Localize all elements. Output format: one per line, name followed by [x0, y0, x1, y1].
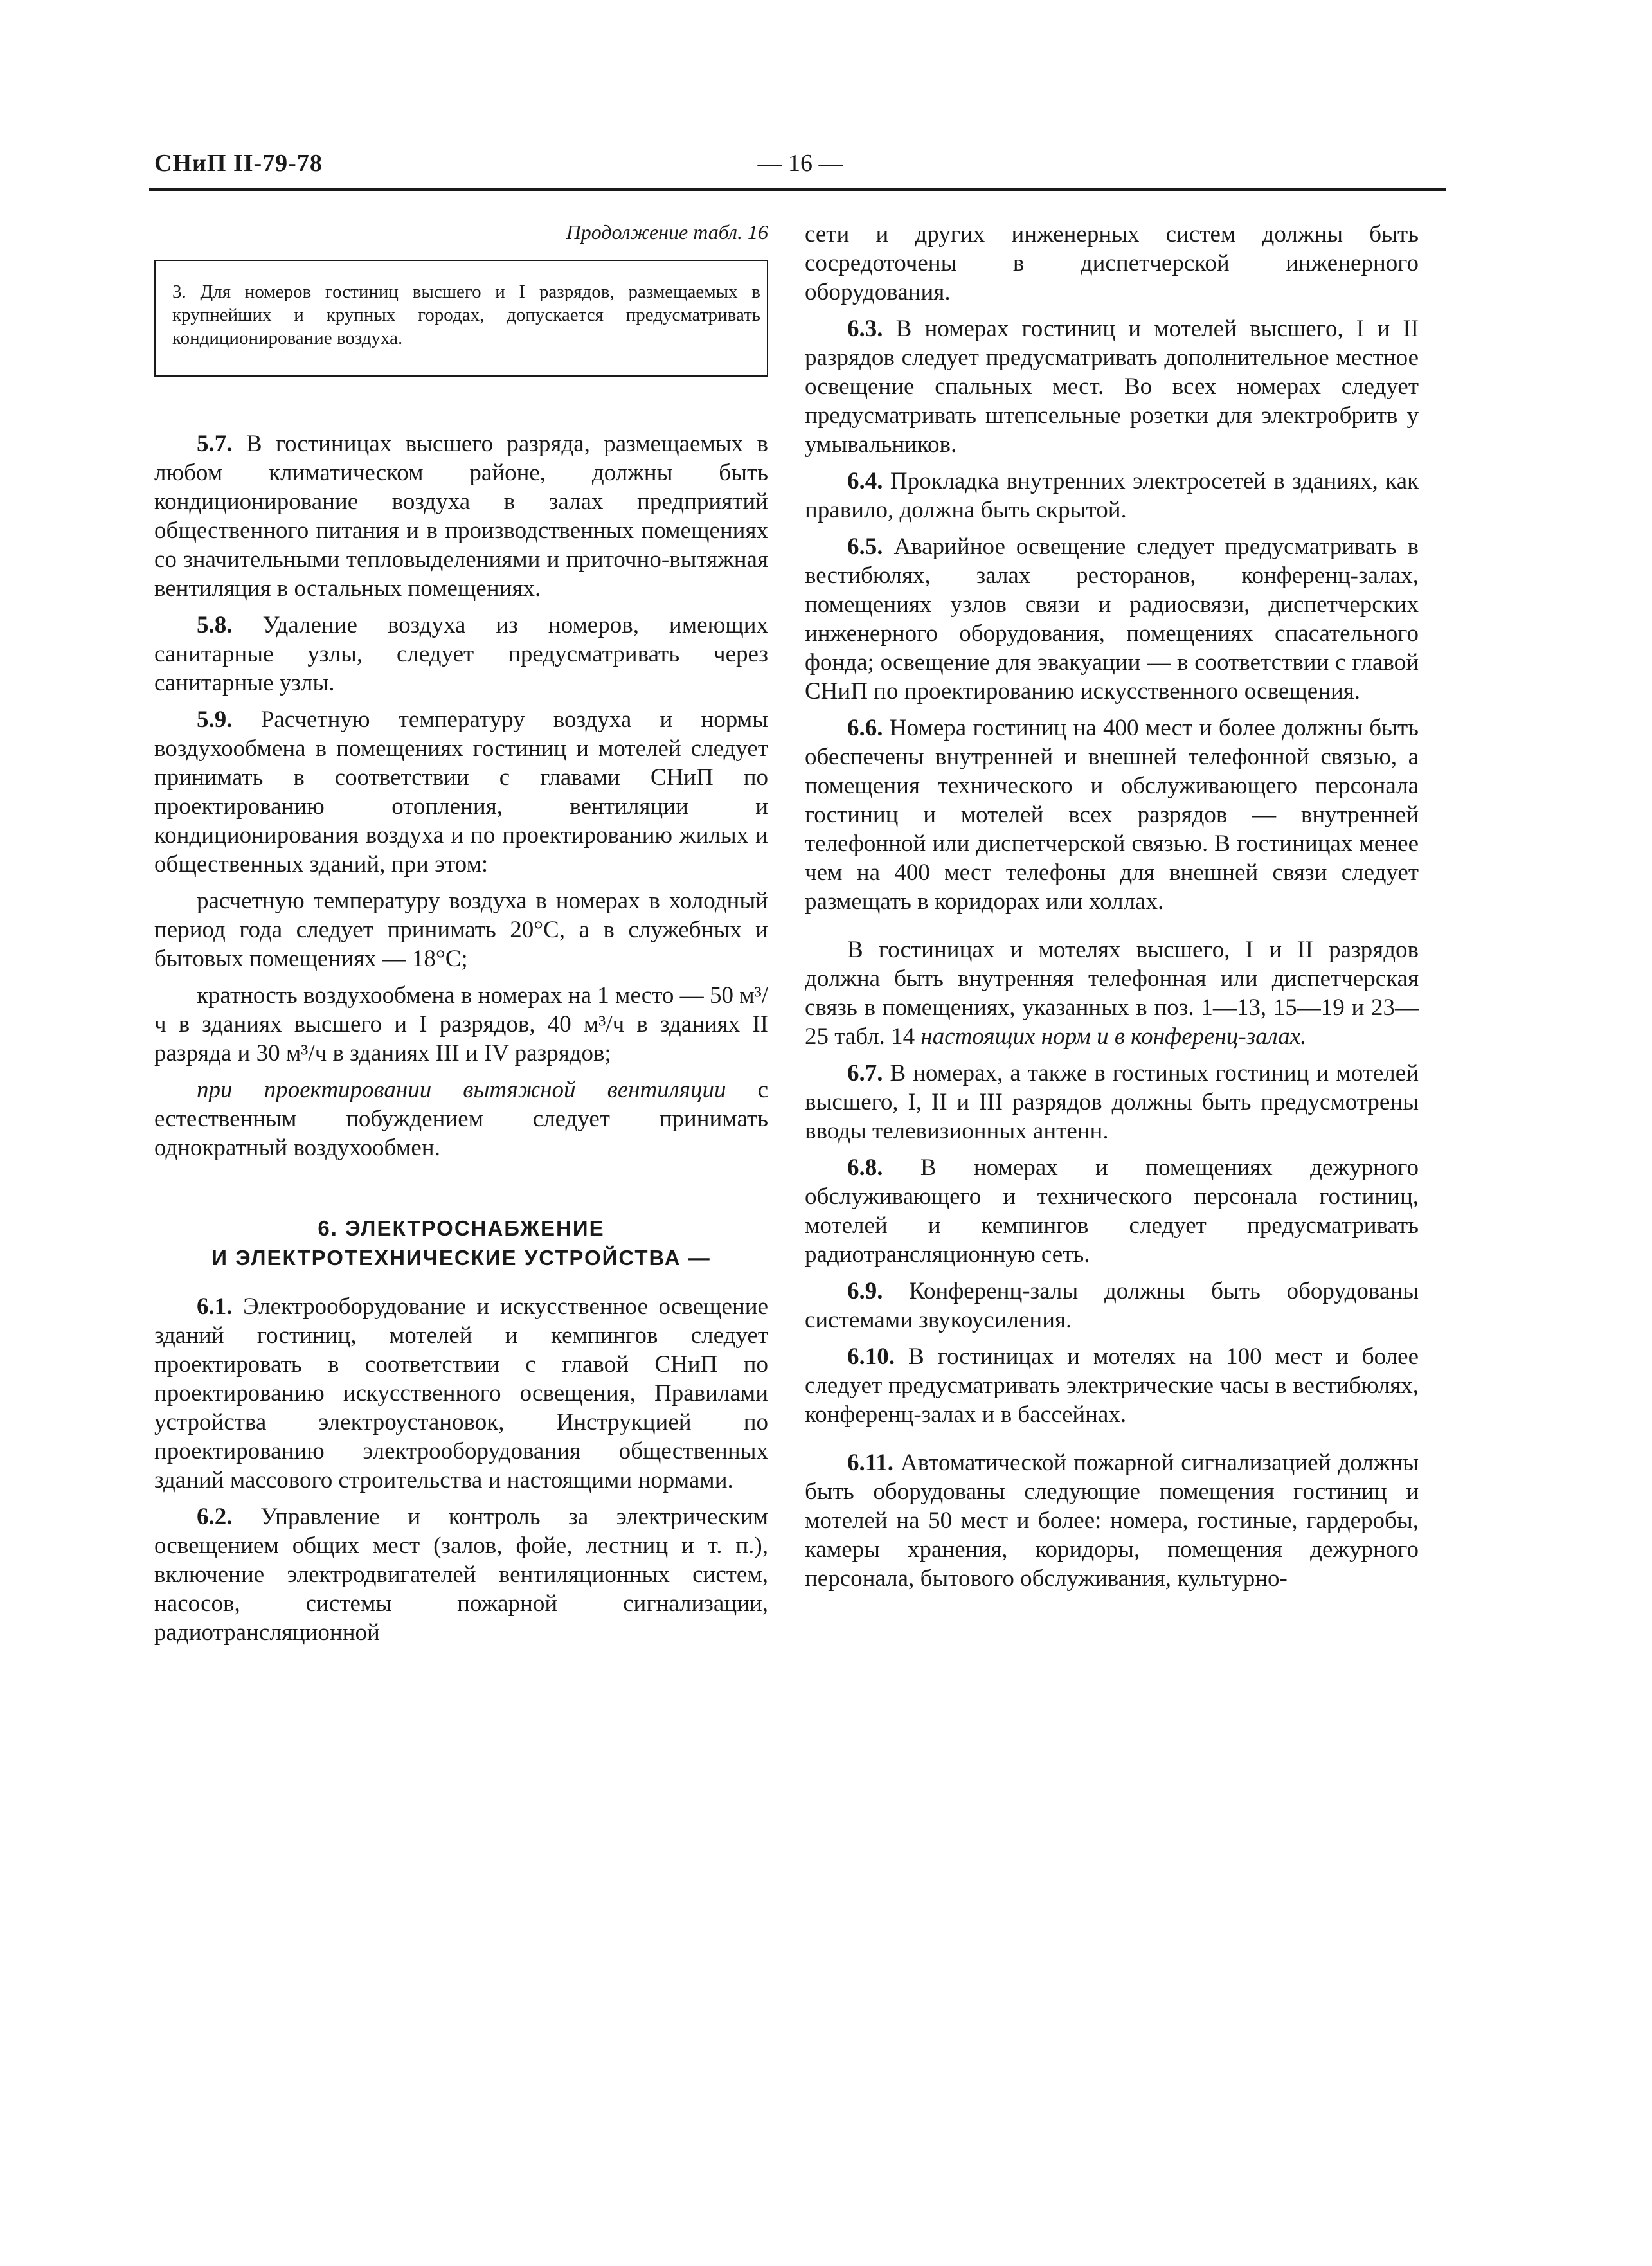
clause-5-8 — [154, 611, 768, 697]
clause-text: Аварийное освещение следует предусматривать в вестибюлях, залах ресторанов, конференц-залах, помещениях узлов связи и радиосвязи, диспетчерских инженерного оборудования, помещениях спасательного фонда; освещение для эвакуации — в соответствии с главой СНиП по проектированию искусственного освещения. — [805, 534, 1419, 705]
clause-number: 6.1. — [197, 1293, 233, 1320]
clause-text: Расчетную температуру воздуха и нормы воздухообмена в помещениях гостиниц и мотелей следует принимать в соответствии с главами СНиП по проектированию отопления, вентиляции и кондиционирования воздуха и по проектированию жилых и общественных зданий, при этом: — [154, 706, 768, 877]
clause-number: 6.10. — [847, 1344, 895, 1370]
section-heading-line-2: И ЭЛЕКТРОТЕХНИЧЕСКИЕ УСТРОЙСТВА — — [211, 1246, 711, 1270]
clause-number: 6.8. — [847, 1155, 883, 1181]
clause-number: 5.7. — [197, 431, 233, 457]
clause-number: 6.5. — [847, 534, 883, 560]
clause-text: В номерах, а также в гостиных гостиниц и мотелей высшего, I, II и III разрядов должны быть предусмотрены вводы телевизионных антенн. — [805, 1060, 1419, 1144]
clause-5-7 — [154, 429, 768, 603]
clause-6-6 — [805, 714, 1419, 916]
clause-number: 5.8. — [197, 612, 233, 638]
clause-number: 6.11. — [847, 1450, 893, 1476]
clause-6-9 — [805, 1277, 1419, 1335]
clause-6-7 — [805, 1059, 1419, 1146]
page-number: — 16 — — [757, 150, 843, 177]
right-column — [805, 220, 1419, 1601]
clause-text: Автоматической пожарной сигнализацией должны быть оборудованы следующие помещения гостиниц и мотелей на 50 мест и более: номера, гостиные, гардеробы, камеры хранения, коридоры, помещения дежурного персонала, бытового обслуживания, культурно- — [805, 1450, 1419, 1592]
clause-6-3 — [805, 314, 1419, 459]
clause-number: 6.7. — [847, 1060, 883, 1086]
table-note: 3. Для номеров гостиниц высшего и I разрядов, размещаемых в крупнейших и крупных городах, допускается предусматривать кондиционирование воздуха. — [154, 260, 768, 377]
clause-text: В гостиницах и мотелях на 100 мест и более следует предусматривать электрические часы в вестибюлях, конференц-залах и в бассейнах. — [805, 1344, 1419, 1428]
clause-number: 6.6. — [847, 715, 883, 741]
section-heading — [154, 1214, 768, 1273]
sub-item-air-exchange: кратность воздухообмена в номерах на 1 место — 50 м³/ч в зданиях высшего и I разрядов, 40 м³/ч в зданиях II разряда и 30 м³/ч в зданиях III и IV разрядов; — [154, 982, 768, 1066]
clause-number: 6.4. — [847, 468, 883, 494]
clause-text: Электрооборудование и искусственное освещение зданий гостиниц, мотелей и кемпингов следует проектировать в соответствии с главой СНиП по проектированию искусственного освещения, Правилами устройства электроустановок, Инструкцией по проектированию электрооборудования общественных зданий массового строительства и настоящими нормами. — [154, 1293, 768, 1493]
clause-6-5 — [805, 532, 1419, 706]
clause-5-9 — [154, 705, 768, 879]
clause-number: 6.3. — [847, 316, 883, 342]
section-heading-line-1: 6. ЭЛЕКТРОСНАБЖЕНИЕ — [318, 1216, 605, 1240]
clause-6-6-continued — [805, 935, 1419, 1051]
continued-text: сети и других инженерных систем должны быть сосредоточены в диспетчерской инженерного оборудования. — [805, 221, 1419, 305]
document-code: СНиП II-79-78 — [154, 150, 323, 177]
header-rule — [149, 188, 1446, 191]
clause-text: Номера гостиниц на 400 мест и более должны быть обеспечены внутренней и внешней телефонной связью, а помещения технического и обслуживающего персонала гостиниц и мотелей всех разрядов — внутренней телефонной или диспетчерской связью. В гостиницах менее чем на 400 мест телефоны для внешней связи следует размещать в коридорах или холлах. — [805, 715, 1419, 915]
left-column — [154, 219, 768, 1655]
clause-text: Прокладка внутренних электросетей в зданиях, как правило, должна быть скрытой. — [805, 468, 1419, 523]
clause-6-11 — [805, 1448, 1419, 1593]
italic-text: настоящих норм и в конференц-залах. — [920, 1023, 1307, 1050]
paragraph-text: В гостиницах и мотелях высшего, I и II разрядов должна быть внутренняя телефонная или диспетчерская связь в помещениях, указанных в поз. 1—13, 15—19 и 23—25 табл. 14 — [805, 937, 1419, 1050]
page-header — [154, 149, 1446, 188]
italic-lead: при проектировании вытяжной вентиляции — [197, 1077, 726, 1103]
clause-6-2 — [154, 1502, 768, 1647]
table-continuation-label: Продолжение табл. 16 — [566, 220, 768, 244]
clause-text: В номерах гостиниц и мотелей высшего, I и II разрядов следует предусматривать дополнительное местное освещение спальных мест. Во всех номерах следует предусматривать штепсельные розетки для электробритв у умывальников. — [805, 316, 1419, 458]
clause-6-8 — [805, 1153, 1419, 1269]
clause-number: 6.9. — [847, 1278, 883, 1304]
clause-6-4 — [805, 467, 1419, 525]
clause-text: Удаление воздуха из номеров, имеющих санитарные узлы, следует предусматривать через санитарные узлы. — [154, 612, 768, 696]
sub-item-temperature: расчетную температуру воздуха в номерах в холодный период года следует принимать 20°С, а в служебных и бытовых помещениях — 18°С; — [154, 888, 768, 972]
clause-6-1 — [154, 1292, 768, 1495]
clause-text: Управление и контроль за электрическим освещением общих мест (залов, фойе, лестниц и т. п.), включение электродвигателей вентиляционных систем, насосов, системы пожарной сигнализации, радиотрансляционной — [154, 1504, 768, 1646]
clause-number: 5.9. — [197, 706, 233, 733]
sub-item-exhaust-ventilation — [154, 1075, 768, 1162]
clause-6-10 — [805, 1342, 1419, 1429]
clause-text: В номерах и помещениях дежурного обслуживающего и технического персонала гостиниц, мотелей и кемпингов следует предусматривать радиотрансляционную сеть. — [805, 1155, 1419, 1268]
item-text: с естественным побуждением следует принимать однократный воздухообмен. — [154, 1077, 768, 1161]
clause-number: 6.2. — [197, 1504, 233, 1530]
clause-text: В гостиницах высшего разряда, размещаемых в любом климатическом районе, должны быть кондиционирование воздуха в залах предприятий общественного питания и в производственных помещениях со значительными тепловыделениями и приточно-вытяжная вентиляция в остальных помещениях. — [154, 431, 768, 602]
clause-text: Конференц-залы должны быть оборудованы системами звукоусиления. — [805, 1278, 1419, 1333]
